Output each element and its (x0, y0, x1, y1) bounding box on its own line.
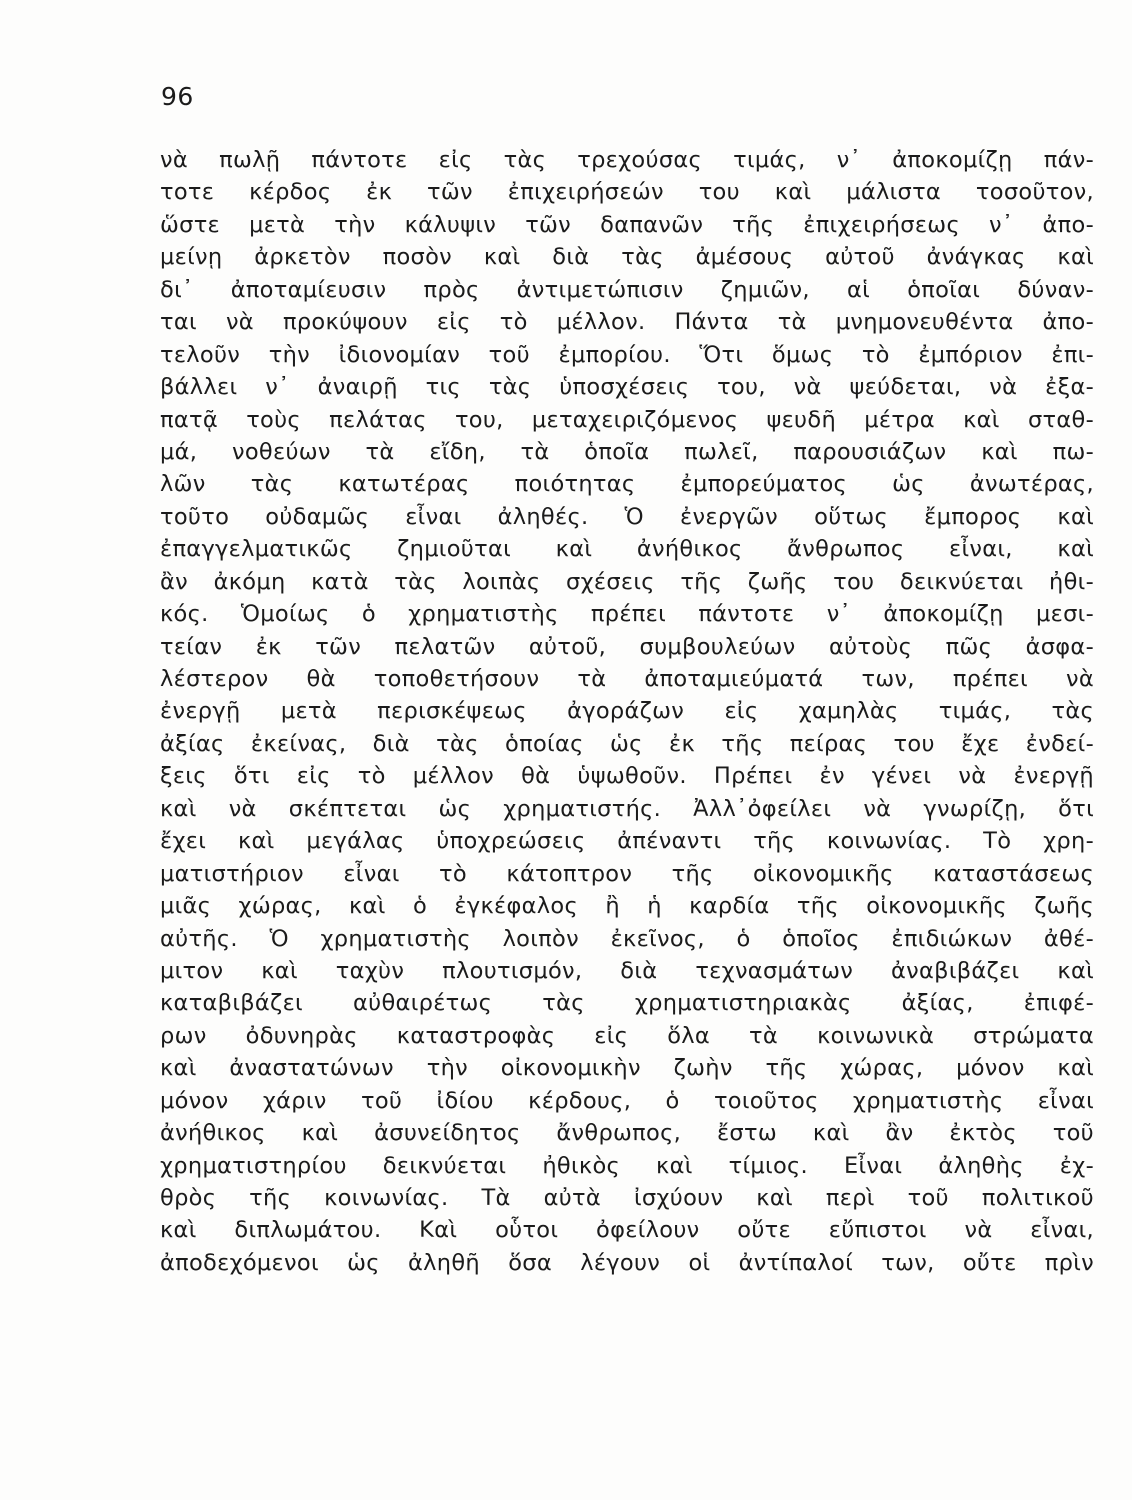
text-line: καὶ διπλωμάτου. Καὶ οὗτοι ὀφείλουν οὔτε εὔπιστοι νὰ εἶναι, (160, 1217, 1094, 1244)
text-line: τοῦτο οὐδαμῶς εἶναι ἀληθές. Ὁ ἐνεργῶν οὕτως ἔμπορος καὶ (160, 503, 1094, 530)
text-line: κός. Ὁμοίως ὁ χρηματιστὴς πρέπει πάντοτε ν᾽ ἀποκομίζῃ μεσι- (160, 601, 1094, 628)
text-line: τελοῦν τὴν ἰδιονομίαν τοῦ ἐμπορίου. Ὅτι ὅμως τὸ ἐμπόριον ἐπι- (160, 341, 1094, 368)
text-line: δι᾽ ἀποταμίευσιν πρὸς ἀντιμετώπισιν ζημιῶν, αἱ ὁποῖαι δύναν- (160, 276, 1094, 303)
text-line: χρηματιστηρίου δεικνύεται ἠθικὸς καὶ τίμιος. Εἶναι ἀληθὴς ἐχ- (160, 1152, 1094, 1179)
text-line: πατᾷ τοὺς πελάτας του, μεταχειριζόμενος ψευδῆ μέτρα καὶ σταθ- (160, 406, 1094, 433)
text-line: αὐτῆς. Ὁ χρηματιστὴς λοιπὸν ἐκεῖνος, ὁ ὁποῖος ἐπιδιώκων ἀθέ- (160, 925, 1094, 952)
text-line: καὶ νὰ σκέπτεται ὡς χρηματιστής. Ἀλλ᾽ὀφείλει νὰ γνωρίζῃ, ὅτι (160, 795, 1094, 822)
text-line: ρων ὀδυνηρὰς καταστροφὰς εἰς ὅλα τὰ κοινωνικὰ στρώματα (160, 1022, 1094, 1049)
text-line: ἐνεργῇ μετὰ περισκέψεως ἀγοράζων εἰς χαμηλὰς τιμάς, τὰς (160, 698, 1094, 725)
text-line: ὥστε μετὰ τὴν κάλυψιν τῶν δαπανῶν τῆς ἐπιχειρήσεως ν᾽ ἀπο- (160, 211, 1094, 238)
text-line: καταβιβάζει αὐθαιρέτως τὰς χρηματιστηριακὰς ἀξίας, ἐπιφέ- (160, 990, 1094, 1017)
text-line: ματιστήριον εἶναι τὸ κάτοπτρον τῆς οἰκονομικῆς καταστάσεως (160, 860, 1094, 887)
text-line: ἀξίας ἐκείνας, διὰ τὰς ὁποίας ὡς ἐκ τῆς πείρας του ἔχε ἐνδεί- (160, 730, 1094, 757)
text-line: τοτε κέρδος ἐκ τῶν ἐπιχειρήσεών του καὶ μάλιστα τοσοῦτον, (160, 179, 1094, 206)
text-line: βάλλει ν᾽ ἀναιρῇ τις τὰς ὑποσχέσεις του, νὰ ψεύδεται, νὰ ἐξα- (160, 374, 1094, 401)
text-line: ἐπαγγελματικῶς ζημιοῦται καὶ ἀνήθικος ἄνθρωπος εἶναι, καὶ (160, 536, 1094, 563)
text-line: μιᾶς χώρας, καὶ ὁ ἐγκέφαλος ἢ ἡ καρδία τῆς οἰκονομικῆς ζωῆς (160, 893, 1094, 920)
text-line: ἀνήθικος καὶ ἀσυνείδητος ἄνθρωπος, ἔστω καὶ ἂν ἐκτὸς τοῦ (160, 1120, 1094, 1147)
text-line: τείαν ἐκ τῶν πελατῶν αὐτοῦ, συμβουλεύων αὐτοὺς πῶς ἀσφα- (160, 633, 1094, 660)
text-line: ται νὰ προκύψουν εἰς τὸ μέλλον. Πάντα τὰ μνημονευθέντα ἀπο- (160, 309, 1094, 336)
page-number: 96 (161, 82, 194, 111)
text-line: ἔχει καὶ μεγάλας ὑποχρεώσεις ἀπέναντι τῆς κοινωνίας. Τὸ χρη- (160, 828, 1094, 855)
text-line: μείνῃ ἀρκετὸν ποσὸν καὶ διὰ τὰς ἀμέσους αὐτοῦ ἀνάγκας καὶ (160, 244, 1094, 271)
text-line: ἀποδεχόμενοι ὡς ἀληθῆ ὅσα λέγουν οἱ ἀντίπαλοί των, οὔτε πρὶν (160, 1249, 1094, 1276)
text-line: νὰ πωλῇ πάντοτε εἰς τὰς τρεχούσας τιμάς, ν᾽ ἀποκομίζῃ πάν- (160, 147, 1094, 173)
body-text (160, 144, 1094, 1279)
text-line: μιτον καὶ ταχὺν πλουτισμόν, διὰ τεχνασμάτων ἀναβιβάζει καὶ (160, 957, 1094, 984)
text-line: ἂν ἀκόμη κατὰ τὰς λοιπὰς σχέσεις τῆς ζωῆς του δεικνύεται ἠθι- (160, 568, 1094, 595)
text-line: ξεις ὅτι εἰς τὸ μέλλον θὰ ὑψωθοῦν. Πρέπει ἐν γένει νὰ ἐνεργῇ (160, 763, 1094, 790)
text-line: μά, νοθεύων τὰ εἴδη, τὰ ὁποῖα πωλεῖ, παρουσιάζων καὶ πω- (160, 438, 1094, 465)
text-line: θρὸς τῆς κοινωνίας. Τὰ αὐτὰ ἰσχύουν καὶ περὶ τοῦ πολιτικοῦ (160, 1185, 1094, 1211)
text-line: μόνον χάριν τοῦ ἰδίου κέρδους, ὁ τοιοῦτος χρηματιστὴς εἶναι (160, 1087, 1094, 1114)
text-line: λέστερον θὰ τοποθετήσουν τὰ ἀποταμιεύματά των, πρέπει νὰ (160, 666, 1094, 692)
text-line: λῶν τὰς κατωτέρας ποιότητας ἐμπορεύματος ὡς ἀνωτέρας, (160, 471, 1094, 498)
text-line: καὶ ἀναστατώνων τὴν οἰκονομικὴν ζωὴν τῆς χώρας, μόνον καὶ (160, 1055, 1094, 1082)
